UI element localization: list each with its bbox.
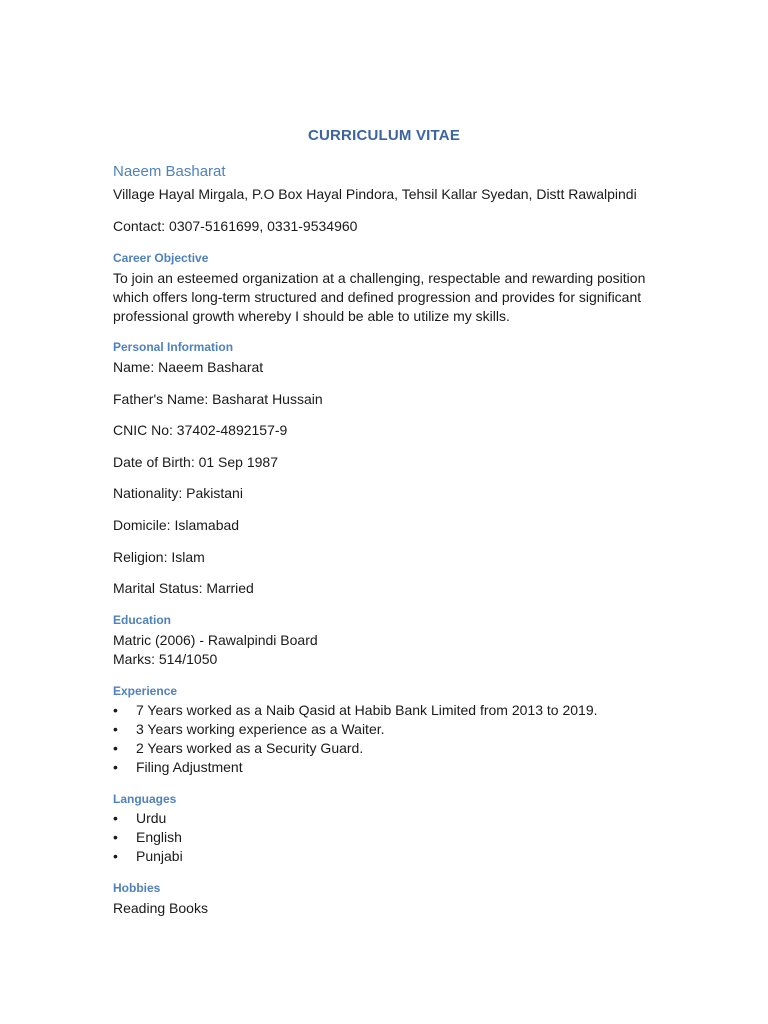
bullet-icon: • — [113, 829, 118, 845]
hobbies-heading: Hobbies — [113, 881, 161, 895]
career-objective-text: To join an esteemed organization at a challenging, respectable and rewarding position which offers long-term structured and defined progression and provides for significant professional growth whereby I should be able to utilize my skills. — [113, 270, 646, 324]
education-marks: Marks: 514/1050 — [113, 651, 218, 667]
personal-info-name: Name: Naeem Basharat — [113, 359, 264, 375]
experience-heading: Experience — [113, 684, 178, 698]
education-heading: Education — [113, 613, 172, 627]
bullet-icon: • — [113, 810, 118, 826]
bullet-icon: • — [113, 702, 118, 718]
personal-info-domicile: Domicile: Islamabad — [113, 517, 240, 533]
experience-list — [113, 701, 598, 777]
personal-information-heading: Personal Information — [113, 340, 234, 354]
personal-info-marital-status: Marital Status: Married — [113, 580, 254, 596]
career-objective-heading: Career Objective — [113, 251, 209, 265]
personal-info-nationality: Nationality: Pakistani — [113, 485, 243, 501]
personal-info-dob: Date of Birth: 01 Sep 1987 — [113, 454, 278, 470]
personal-info-religion: Religion: Islam — [113, 549, 205, 565]
list-item: • Filing Adjustment — [113, 759, 243, 775]
list-item: • English — [113, 829, 182, 845]
bullet-icon: • — [113, 740, 118, 756]
list-item: • Punjabi — [113, 848, 183, 864]
hobbies-text: Reading Books — [113, 900, 208, 916]
list-item: • 7 Years worked as a Naib Qasid at Habib Bank Limited from 2013 to 2019. — [113, 702, 598, 718]
applicant-name: Naeem Basharat — [113, 163, 226, 180]
education-line: Matric (2006) - Rawalpindi Board — [113, 632, 318, 648]
languages-heading: Languages — [113, 792, 177, 806]
bullet-icon: • — [113, 759, 118, 775]
list-item: • 3 Years working experience as a Waiter. — [113, 721, 385, 737]
personal-info-father-name: Father's Name: Basharat Hussain — [113, 391, 323, 407]
bullet-icon: • — [113, 848, 118, 864]
document-title: CURRICULUM VITAE — [307, 127, 461, 144]
bullet-icon: • — [113, 721, 118, 737]
list-item: • Urdu — [113, 810, 167, 826]
languages-list — [113, 809, 183, 866]
address-line: Village Hayal Mirgala, P.O Box Hayal Pindora, Tehsil Kallar Syedan, Distt Rawalpindi — [113, 186, 637, 202]
personal-info-cnic: CNIC No: 37402-4892157-9 — [113, 422, 288, 438]
list-item: • 2 Years worked as a Security Guard. — [113, 740, 364, 756]
contact-line: Contact: 0307-5161699, 0331-9534960 — [113, 218, 358, 234]
